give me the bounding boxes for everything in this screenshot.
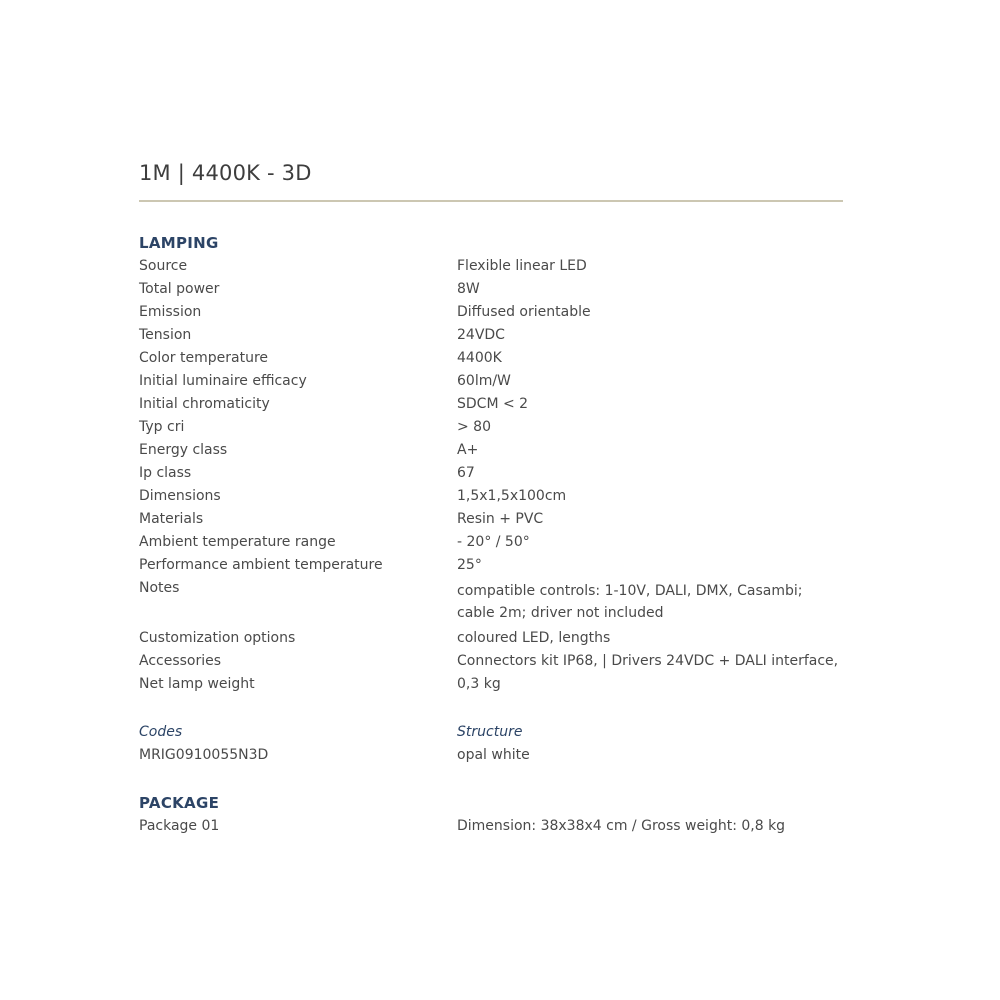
spec-label: Initial chromaticity bbox=[139, 396, 270, 412]
spec-value: Connectors kit IP68, | Drivers 24VDC + DALI interface, bbox=[457, 653, 839, 669]
spec-label: Energy class bbox=[139, 442, 228, 458]
spec-label: Typ cri bbox=[139, 419, 185, 435]
spec-label: Customization options bbox=[139, 630, 296, 646]
codes-column bbox=[139, 721, 457, 767]
spec-row-net-lamp-weight bbox=[139, 673, 843, 696]
spec-value: 67 bbox=[457, 465, 475, 481]
package-value: Dimension: 38x38x4 cm / Gross weight: 0,8 kg bbox=[457, 818, 786, 834]
spec-value: 25° bbox=[457, 557, 482, 573]
spec-row-initial-luminaire-efficacy bbox=[139, 370, 843, 393]
spec-label: Notes bbox=[139, 580, 180, 596]
spec-row-color-temperature bbox=[139, 347, 843, 370]
spec-row-materials bbox=[139, 508, 843, 531]
lamping-spec-list bbox=[139, 255, 843, 696]
spec-row-accessories bbox=[139, 650, 843, 673]
codes-structure-block bbox=[139, 721, 843, 767]
spec-row-ip-class bbox=[139, 462, 843, 485]
spec-label: Total power bbox=[139, 281, 220, 297]
spec-label: Ip class bbox=[139, 465, 192, 481]
spec-row-customization-options bbox=[139, 627, 843, 650]
spec-row-tension bbox=[139, 324, 843, 347]
spec-label: Net lamp weight bbox=[139, 676, 255, 692]
product-sheet bbox=[139, 158, 843, 838]
spec-value: 8W bbox=[457, 281, 480, 297]
spec-value: coloured LED, lengths bbox=[457, 630, 611, 646]
spec-value: > 80 bbox=[457, 419, 491, 435]
lamping-heading: LAMPING bbox=[139, 234, 219, 252]
package-label: Package 01 bbox=[139, 818, 220, 834]
spec-label: Materials bbox=[139, 511, 204, 527]
spec-value: Resin + PVC bbox=[457, 511, 544, 527]
spec-label: Emission bbox=[139, 304, 202, 320]
spec-label: Initial luminaire efficacy bbox=[139, 373, 307, 389]
spec-value: Flexible linear LED bbox=[457, 258, 587, 274]
spec-value: 24VDC bbox=[457, 327, 505, 343]
spec-value: 0,3 kg bbox=[457, 676, 501, 692]
structure-heading: Structure bbox=[457, 724, 523, 740]
spec-row-energy-class bbox=[139, 439, 843, 462]
spec-row-total-power bbox=[139, 278, 843, 301]
spec-label: Accessories bbox=[139, 653, 222, 669]
structure-column bbox=[457, 721, 530, 767]
spec-label: Ambient temperature range bbox=[139, 534, 336, 550]
spec-value: SDCM < 2 bbox=[457, 396, 529, 412]
spec-row-typ-cri bbox=[139, 416, 843, 439]
codes-value: MRIG0910055N3D bbox=[139, 747, 269, 763]
spec-row-emission bbox=[139, 301, 843, 324]
spec-label: Tension bbox=[139, 327, 192, 343]
spec-value: 1,5x1,5x100cm bbox=[457, 488, 567, 504]
spec-label: Color temperature bbox=[139, 350, 269, 366]
page-title: 1M | 4400K - 3D bbox=[139, 161, 312, 185]
spec-label: Dimensions bbox=[139, 488, 221, 504]
spec-value: 60lm/W bbox=[457, 373, 511, 389]
title-divider bbox=[139, 200, 843, 202]
spec-value: A+ bbox=[457, 442, 479, 458]
spec-label: Source bbox=[139, 258, 188, 274]
spec-label: Performance ambient temperature bbox=[139, 557, 383, 573]
spec-value: - 20° / 50° bbox=[457, 534, 530, 550]
spec-row-source bbox=[139, 255, 843, 278]
spec-value: compatible controls: 1-10V, DALI, DMX, Casambi; cable 2m; driver not included bbox=[457, 583, 803, 621]
structure-value: opal white bbox=[457, 747, 530, 763]
spec-value: 4400K bbox=[457, 350, 502, 366]
spec-row-ambient-temperature-range bbox=[139, 531, 843, 554]
codes-heading: Codes bbox=[139, 724, 183, 740]
spec-row-notes bbox=[139, 577, 843, 627]
spec-row-performance-ambient-temperature bbox=[139, 554, 843, 577]
spec-row-initial-chromaticity bbox=[139, 393, 843, 416]
package-row bbox=[139, 815, 843, 838]
spec-value: Diffused orientable bbox=[457, 304, 591, 320]
package-heading: PACKAGE bbox=[139, 794, 220, 812]
spec-row-dimensions bbox=[139, 485, 843, 508]
